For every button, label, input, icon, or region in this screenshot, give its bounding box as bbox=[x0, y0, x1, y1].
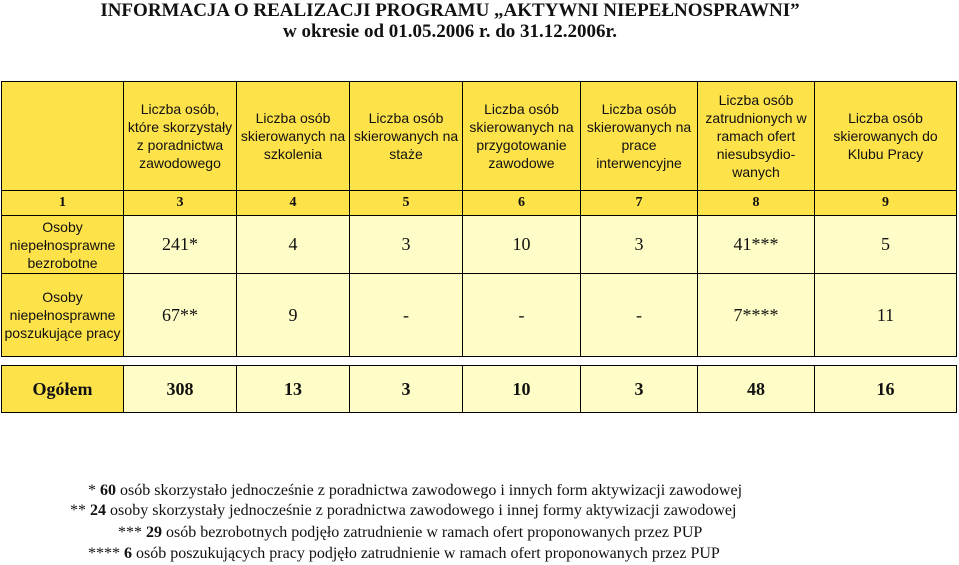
table-cell: 241* bbox=[124, 216, 237, 274]
header-cell: Liczba osób zatrudnionych w ramach ofert niesubsydio-wanych bbox=[698, 82, 815, 191]
footnote-mark: * bbox=[88, 482, 96, 499]
header-cell: Liczba osób skierowanych na przygotowanie zawodowe bbox=[463, 82, 581, 191]
total-cell: 3 bbox=[581, 366, 698, 413]
footnote bbox=[118, 522, 702, 544]
header-cell: Liczba osób, które skorzystały z poradnictwa zawodowego bbox=[124, 82, 237, 191]
table-cell: 41*** bbox=[698, 216, 815, 274]
total-cell: 48 bbox=[698, 366, 815, 413]
header-row bbox=[2, 82, 957, 191]
table-cell: - bbox=[350, 274, 463, 357]
column-number: 5 bbox=[350, 191, 463, 216]
spacer-row bbox=[2, 357, 957, 366]
table-cell: 3 bbox=[581, 216, 698, 274]
table-cell: - bbox=[581, 274, 698, 357]
column-number-row bbox=[2, 191, 957, 216]
column-number: 8 bbox=[698, 191, 815, 216]
table-cell: 3 bbox=[350, 216, 463, 274]
header-cell: Liczba osób skierowanych do Klubu Pracy bbox=[815, 82, 957, 191]
column-number: 3 bbox=[124, 191, 237, 216]
total-row bbox=[2, 366, 957, 413]
table-cell: 67** bbox=[124, 274, 237, 357]
column-number: 9 bbox=[815, 191, 957, 216]
table-cell: 4 bbox=[237, 216, 350, 274]
total-cell: 13 bbox=[237, 366, 350, 413]
header-cell: Liczba osób skierowanych na staże bbox=[350, 82, 463, 191]
column-number: 6 bbox=[463, 191, 581, 216]
row-label: Osoby niepełnosprawne bezrobotne bbox=[2, 216, 124, 274]
header-cell bbox=[2, 82, 124, 191]
page-title: INFORMACJA O REALIZACJI PROGRAMU „AKTYWNI NIEPEŁNOSPRAWNI” bbox=[100, 0, 800, 21]
footnote-mark: ** bbox=[70, 502, 86, 519]
footnote-number: 29 bbox=[146, 524, 162, 541]
header-cell: Liczba osób skierowanych na szkolenia bbox=[237, 82, 350, 191]
total-cell: 10 bbox=[463, 366, 581, 413]
page-subtitle: w okresie od 01.05.2006 r. do 31.12.2006r. bbox=[283, 21, 617, 42]
footnote bbox=[88, 480, 742, 502]
footnote-text: osób poszukujących pracy podjęło zatrudnienie w ramach ofert proponowanych przez PUP bbox=[136, 545, 720, 562]
total-label: Ogółem bbox=[2, 366, 124, 413]
table-cell: 9 bbox=[237, 274, 350, 357]
column-number: 4 bbox=[237, 191, 350, 216]
footnote-mark: *** bbox=[118, 524, 142, 541]
table-cell: 7**** bbox=[698, 274, 815, 357]
column-number: 1 bbox=[2, 191, 124, 216]
table-cell: - bbox=[463, 274, 581, 357]
header-cell: Liczba osób skierowanych na prace interwencyjne bbox=[581, 82, 698, 191]
footnote-number: 24 bbox=[90, 502, 106, 519]
total-cell: 16 bbox=[815, 366, 957, 413]
table-cell: 10 bbox=[463, 216, 581, 274]
footnote-text: osób bezrobotnych podjęło zatrudnienie w ramach ofert proponowanych przez PUP bbox=[166, 524, 703, 541]
column-number: 7 bbox=[581, 191, 698, 216]
footnote bbox=[88, 543, 720, 565]
row-label: Osoby niepełnosprawne poszukujące pracy bbox=[2, 274, 124, 357]
footnote-number: 6 bbox=[124, 545, 132, 562]
footnote-mark: **** bbox=[88, 545, 120, 562]
table-cell: 5 bbox=[815, 216, 957, 274]
table-row bbox=[2, 274, 957, 357]
footnote-text: osób skorzystało jednocześnie z poradnictwa zawodowego i innych form aktywizacji zawodowej bbox=[120, 482, 743, 499]
total-cell: 308 bbox=[124, 366, 237, 413]
table-cell: 11 bbox=[815, 274, 957, 357]
total-cell: 3 bbox=[350, 366, 463, 413]
footnote bbox=[70, 500, 736, 522]
footnote-number: 60 bbox=[100, 482, 116, 499]
footnote-text: osoby skorzystały jednocześnie z poradnictwa zawodowego i innej formy aktywizacji zawodowej bbox=[110, 502, 737, 519]
table-row bbox=[2, 216, 957, 274]
program-table bbox=[1, 81, 957, 413]
